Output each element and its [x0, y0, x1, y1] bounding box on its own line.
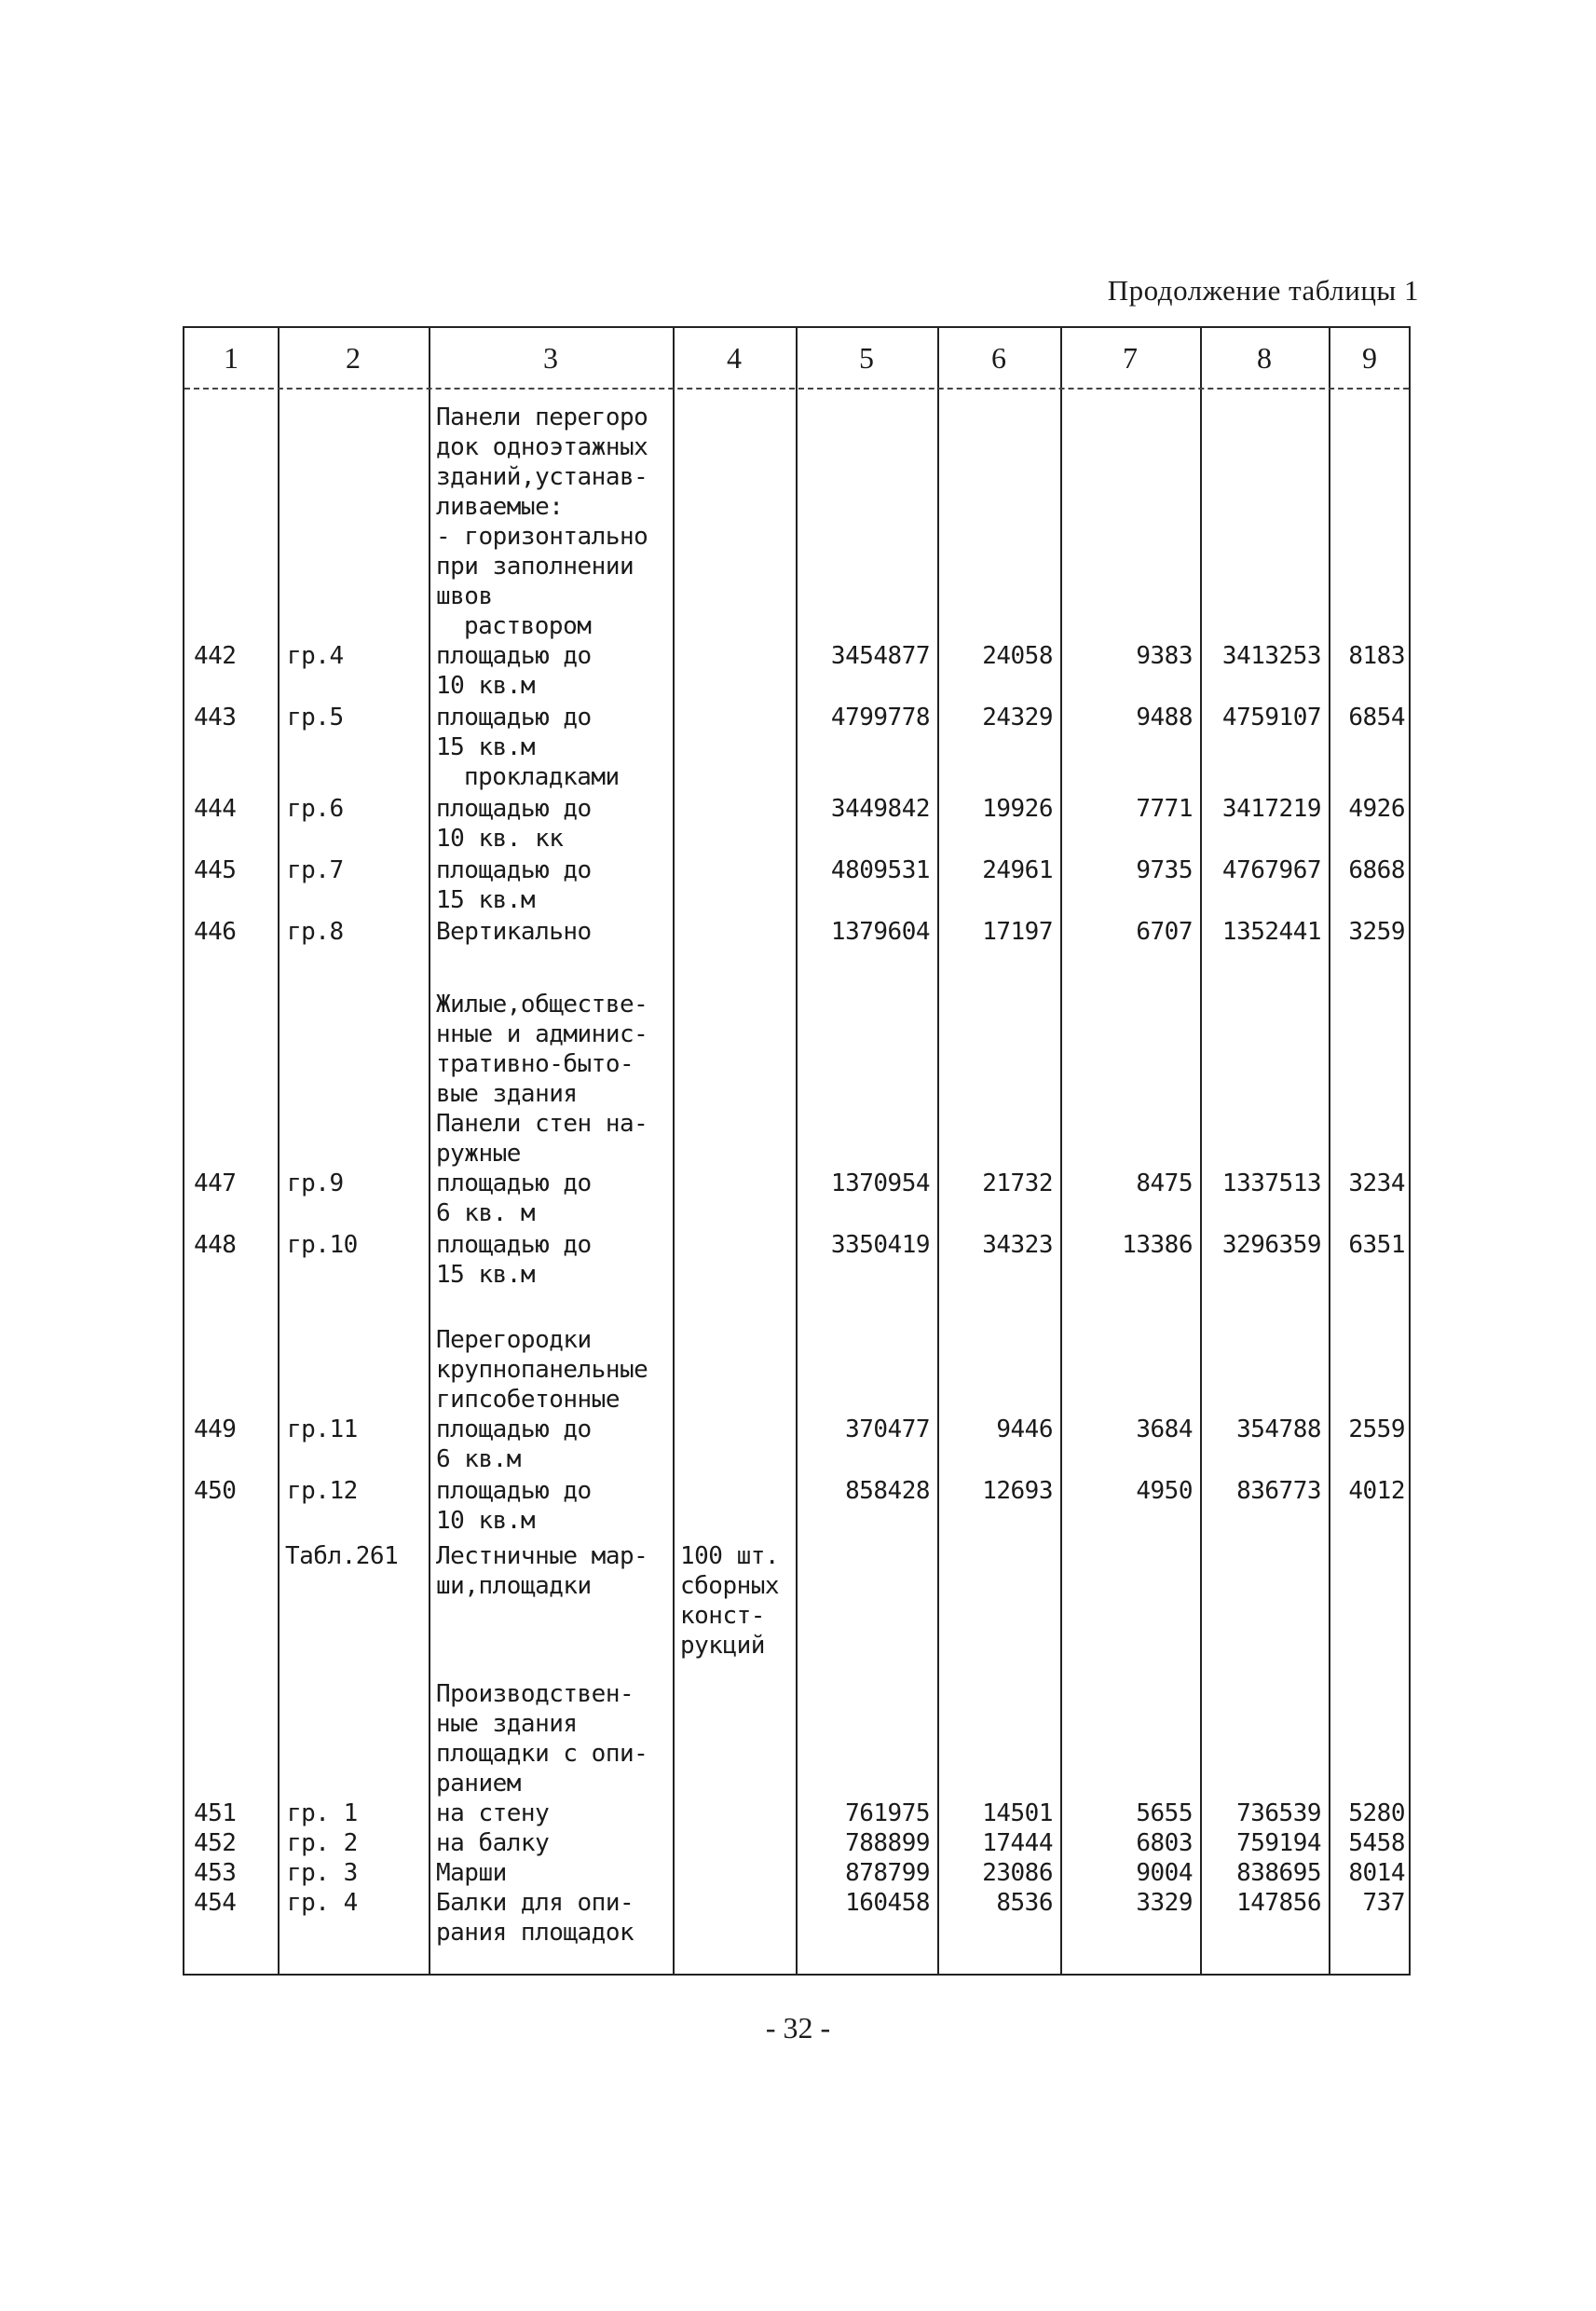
cell-col-5: 3350419: [830, 1231, 930, 1259]
column-divider: [278, 328, 280, 1974]
group-code: гр. 1: [287, 1799, 358, 1827]
cell-col-9: 737: [1362, 1889, 1405, 1917]
cell-col-8: 354788: [1236, 1415, 1321, 1443]
row-number: 448: [194, 1231, 237, 1259]
header-col-1: 1: [224, 340, 239, 375]
item-description: площадью до 15 кв.м: [436, 704, 592, 761]
table-reference: Табл.261: [285, 1542, 399, 1570]
cell-col-5: 878799: [845, 1859, 930, 1887]
item-description: площадью до 10 кв. кк: [436, 795, 592, 853]
unit-label: 100 шт. сборных конст- рукций: [680, 1542, 780, 1660]
cell-col-9: 3234: [1348, 1169, 1405, 1197]
row-number: 452: [194, 1829, 237, 1857]
cell-col-9: 4012: [1348, 1477, 1405, 1505]
row-number: 451: [194, 1799, 237, 1827]
cell-col-9: 6351: [1348, 1231, 1405, 1259]
column-divider: [673, 328, 675, 1974]
cell-col-6: 14501: [982, 1799, 1053, 1827]
row-number: 445: [194, 856, 237, 884]
group-code: гр. 4: [287, 1889, 358, 1917]
item-description: площадью до 10 кв.м: [436, 642, 592, 700]
header-col-4: 4: [727, 340, 742, 375]
cell-col-8: 147856: [1236, 1889, 1321, 1917]
header-col-5: 5: [859, 340, 874, 375]
cell-col-7: 9735: [1136, 856, 1193, 884]
cell-col-9: 3259: [1348, 918, 1405, 946]
cell-col-5: 858428: [845, 1477, 930, 1505]
cell-col-6: 23086: [982, 1859, 1053, 1887]
item-description: площадью до 15 кв.м: [436, 1231, 592, 1289]
cell-col-7: 3684: [1136, 1415, 1193, 1443]
section-heading: Перегородки крупнопанельные гипсобетонные: [436, 1326, 648, 1414]
cell-col-8: 3296359: [1221, 1231, 1321, 1259]
data-table: [183, 326, 1411, 1976]
cell-col-6: 24329: [982, 704, 1053, 732]
cell-col-9: 8183: [1348, 642, 1405, 670]
item-description: площадью до 10 кв.м: [436, 1477, 592, 1535]
item-description: площадью до 6 кв. м: [436, 1169, 592, 1227]
header-col-8: 8: [1257, 340, 1272, 375]
cell-col-8: 3413253: [1221, 642, 1321, 670]
cell-col-9: 5280: [1348, 1799, 1405, 1827]
cell-col-6: 34323: [982, 1231, 1053, 1259]
item-description: Марши: [436, 1859, 507, 1887]
cell-col-9: 6868: [1348, 856, 1405, 884]
column-divider: [429, 328, 430, 1974]
group-code: гр.7: [287, 856, 344, 884]
group-code: гр.5: [287, 704, 344, 732]
header-col-7: 7: [1123, 340, 1138, 375]
cell-col-5: 3454877: [830, 642, 930, 670]
item-description: Балки для опи- рания площадок: [436, 1889, 634, 1947]
row-number: 443: [194, 704, 237, 732]
section-subheading: прокладками: [464, 763, 620, 791]
cell-col-5: 4809531: [830, 856, 930, 884]
header-col-6: 6: [991, 340, 1006, 375]
cell-col-6: 12693: [982, 1477, 1053, 1505]
item-description: площадью до 15 кв.м: [436, 856, 592, 914]
group-code: гр.6: [287, 795, 344, 823]
cell-col-7: 13386: [1122, 1231, 1193, 1259]
row-number: 453: [194, 1859, 237, 1887]
cell-col-5: 788899: [845, 1829, 930, 1857]
cell-col-8: 759194: [1236, 1829, 1321, 1857]
cell-col-9: 8014: [1348, 1859, 1405, 1887]
cell-col-6: 17444: [982, 1829, 1053, 1857]
row-number: 444: [194, 795, 237, 823]
cell-col-7: 9488: [1136, 704, 1193, 732]
group-code: гр.12: [287, 1477, 358, 1505]
cell-col-8: 4767967: [1221, 856, 1321, 884]
cell-col-9: 4926: [1348, 795, 1405, 823]
cell-col-9: 6854: [1348, 704, 1405, 732]
cell-col-8: 836773: [1236, 1477, 1321, 1505]
section-heading: Жилые,обществе- нные и админис- тративно-быто- вые здания Панели стен на- ружные: [436, 991, 648, 1168]
header-col-3: 3: [543, 340, 558, 375]
column-divider: [937, 328, 939, 1974]
item-description: на стену: [436, 1799, 550, 1827]
cell-col-7: 6803: [1136, 1829, 1193, 1857]
cell-col-5: 4799778: [830, 704, 930, 732]
cell-col-7: 5655: [1136, 1799, 1193, 1827]
cell-col-9: 2559: [1348, 1415, 1405, 1443]
section-heading: Лестничные мар- ши,площадки: [436, 1542, 648, 1600]
item-description: площадью до 6 кв.м: [436, 1415, 592, 1473]
cell-col-5: 761975: [845, 1799, 930, 1827]
cell-col-8: 1337513: [1221, 1169, 1321, 1197]
header-col-9: 9: [1362, 340, 1377, 375]
column-divider: [1200, 328, 1202, 1974]
cell-col-7: 8475: [1136, 1169, 1193, 1197]
cell-col-6: 24058: [982, 642, 1053, 670]
group-code: гр. 2: [287, 1829, 358, 1857]
cell-col-5: 1379604: [830, 918, 930, 946]
row-number: 446: [194, 918, 237, 946]
cell-col-8: 3417219: [1221, 795, 1321, 823]
cell-col-6: 8536: [996, 1889, 1053, 1917]
item-description: на балку: [436, 1829, 550, 1857]
cell-col-7: 3329: [1136, 1889, 1193, 1917]
cell-col-5: 370477: [845, 1415, 930, 1443]
row-number: 442: [194, 642, 237, 670]
cell-col-6: 19926: [982, 795, 1053, 823]
cell-col-5: 3449842: [830, 795, 930, 823]
cell-col-7: 6707: [1136, 918, 1193, 946]
group-code: гр.11: [287, 1415, 358, 1443]
section-heading: Панели перегоро док одноэтажных зданий,устанав- ливаемые: - горизонтально при заполнении швов: [436, 403, 648, 610]
group-code: гр.4: [287, 642, 344, 670]
cell-col-8: 736539: [1236, 1799, 1321, 1827]
cell-col-7: 9004: [1136, 1859, 1193, 1887]
cell-col-7: 7771: [1136, 795, 1193, 823]
column-divider: [1060, 328, 1062, 1974]
cell-col-8: 838695: [1236, 1859, 1321, 1887]
header-separator: [184, 388, 1409, 390]
row-number: 450: [194, 1477, 237, 1505]
group-code: гр. 3: [287, 1859, 358, 1887]
row-number: 449: [194, 1415, 237, 1443]
cell-col-8: 4759107: [1221, 704, 1321, 732]
row-number: 454: [194, 1889, 237, 1917]
group-code: гр.10: [287, 1231, 358, 1259]
column-divider: [1329, 328, 1330, 1974]
cell-col-7: 4950: [1136, 1477, 1193, 1505]
item-description: Вертикально: [436, 918, 592, 946]
page-number: - 32 -: [765, 2011, 831, 2044]
cell-col-5: 1370954: [830, 1169, 930, 1197]
cell-col-5: 160458: [845, 1889, 930, 1917]
cell-col-6: 24961: [982, 856, 1053, 884]
column-divider: [796, 328, 798, 1974]
header-col-2: 2: [346, 340, 361, 375]
cell-col-8: 1352441: [1221, 918, 1321, 946]
row-number: 447: [194, 1169, 237, 1197]
group-code: гр.8: [287, 918, 344, 946]
cell-col-6: 21732: [982, 1169, 1053, 1197]
cell-col-7: 9383: [1136, 642, 1193, 670]
cell-col-6: 17197: [982, 918, 1053, 946]
cell-col-9: 5458: [1348, 1829, 1405, 1857]
cell-col-6: 9446: [996, 1415, 1053, 1443]
section-subheading: раствором: [464, 612, 592, 640]
section-heading: Производствен- ные здания площадки с опи- ранием: [436, 1680, 648, 1798]
group-code: гр.9: [287, 1169, 344, 1197]
table-continuation-caption: Продолжение таблицы 1: [1107, 274, 1419, 307]
